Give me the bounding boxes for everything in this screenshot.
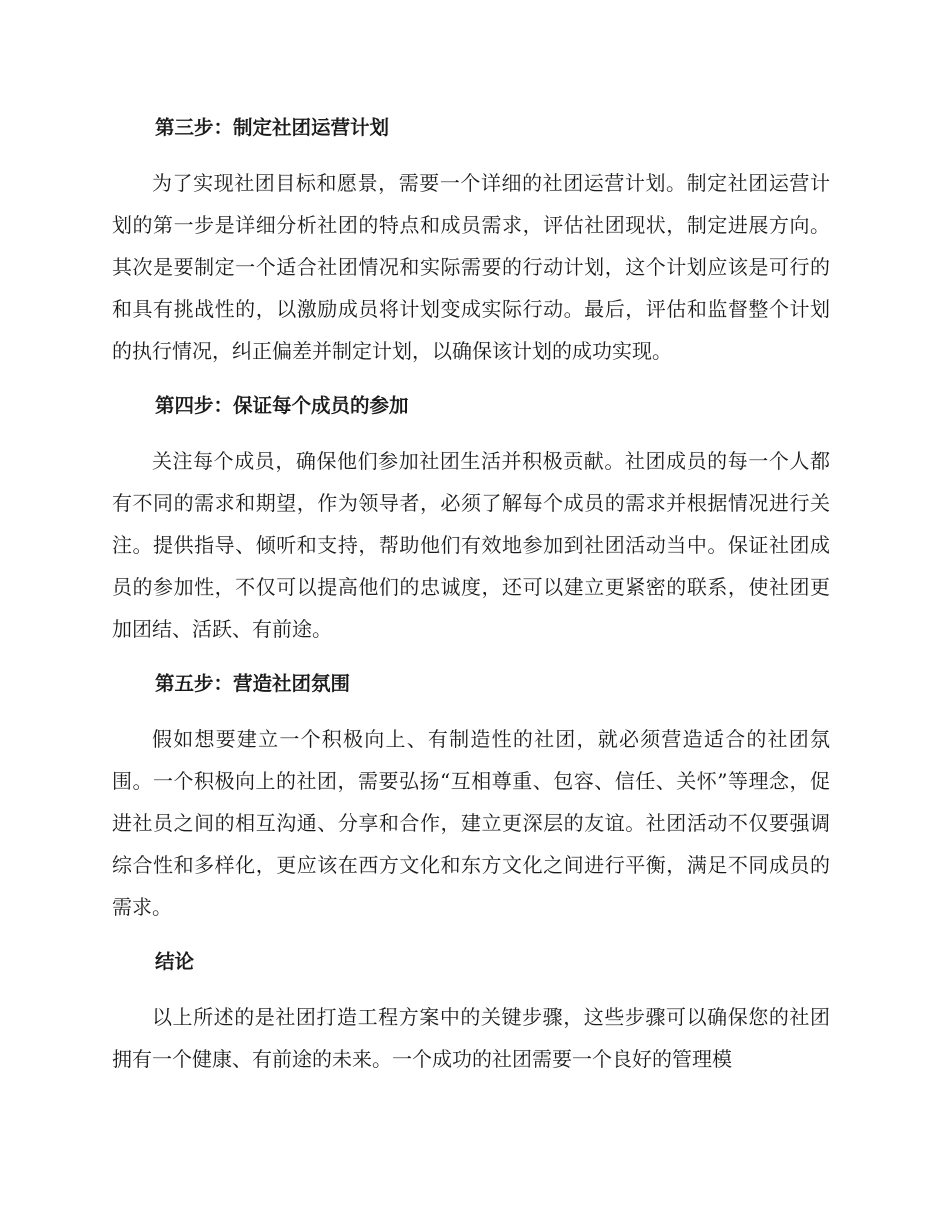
section-paragraph-step3: 为了实现社团目标和愿景，需要一个详细的社团运营计划。制定社团运营计划的第一步是详细分析社团的特点和成员需求，评估社团现状，制定进展方向。其次是要制定一个适合社团情况和实际需要的行动计划，这个计划应该是可行的和具有挑战性的，以激励成员将计划变成实际行动。最后，评估和监督整个计划的执行情况，纠正偏差并制定计划，以确保该计划的成功实现。 xyxy=(112,171,830,363)
document-body xyxy=(112,108,830,1080)
section-heading-conclusion: 结论 xyxy=(155,950,195,973)
section-paragraph-step5: 假如想要建立一个积极向上、有制造性的社团，就必须营造适合的社团氛围。一个积极向上的社团，需要弘扬“互相尊重、包容、信任、关怀”等理念，促进社员之间的相互沟通、分享和合作，建立更深层的友谊。社团活动不仅要强调综合性和多样化，更应该在西方文化和东方文化之间进行平衡，满足不同成员的需求。 xyxy=(112,727,830,919)
section-heading-step3: 第三步：制定社团运营计划 xyxy=(155,116,390,139)
section-paragraph-conclusion: 以上所述的是社团打造工程方案中的关键步骤，这些步骤可以确保您的社团拥有一个健康、有前途的未来。一个成功的社团需要一个良好的管理模 xyxy=(112,1005,830,1071)
section-heading-step4: 第四步：保证每个成员的参加 xyxy=(155,394,409,417)
section-paragraph-step4: 关注每个成员，确保他们参加社团生活并积极贡献。社团成员的每一个人都有不同的需求和期望，作为领导者，必须了解每个成员的需求并根据情况进行关注。提供指导、倾听和支持，帮助他们有效地参加到社团活动当中。保证社团成员的参加性，不仅可以提高他们的忠诚度，还可以建立更紧密的联系，使社团更加团结、活跃、有前途。 xyxy=(112,449,830,641)
section-heading-step5: 第五步：营造社团氛围 xyxy=(155,672,351,695)
